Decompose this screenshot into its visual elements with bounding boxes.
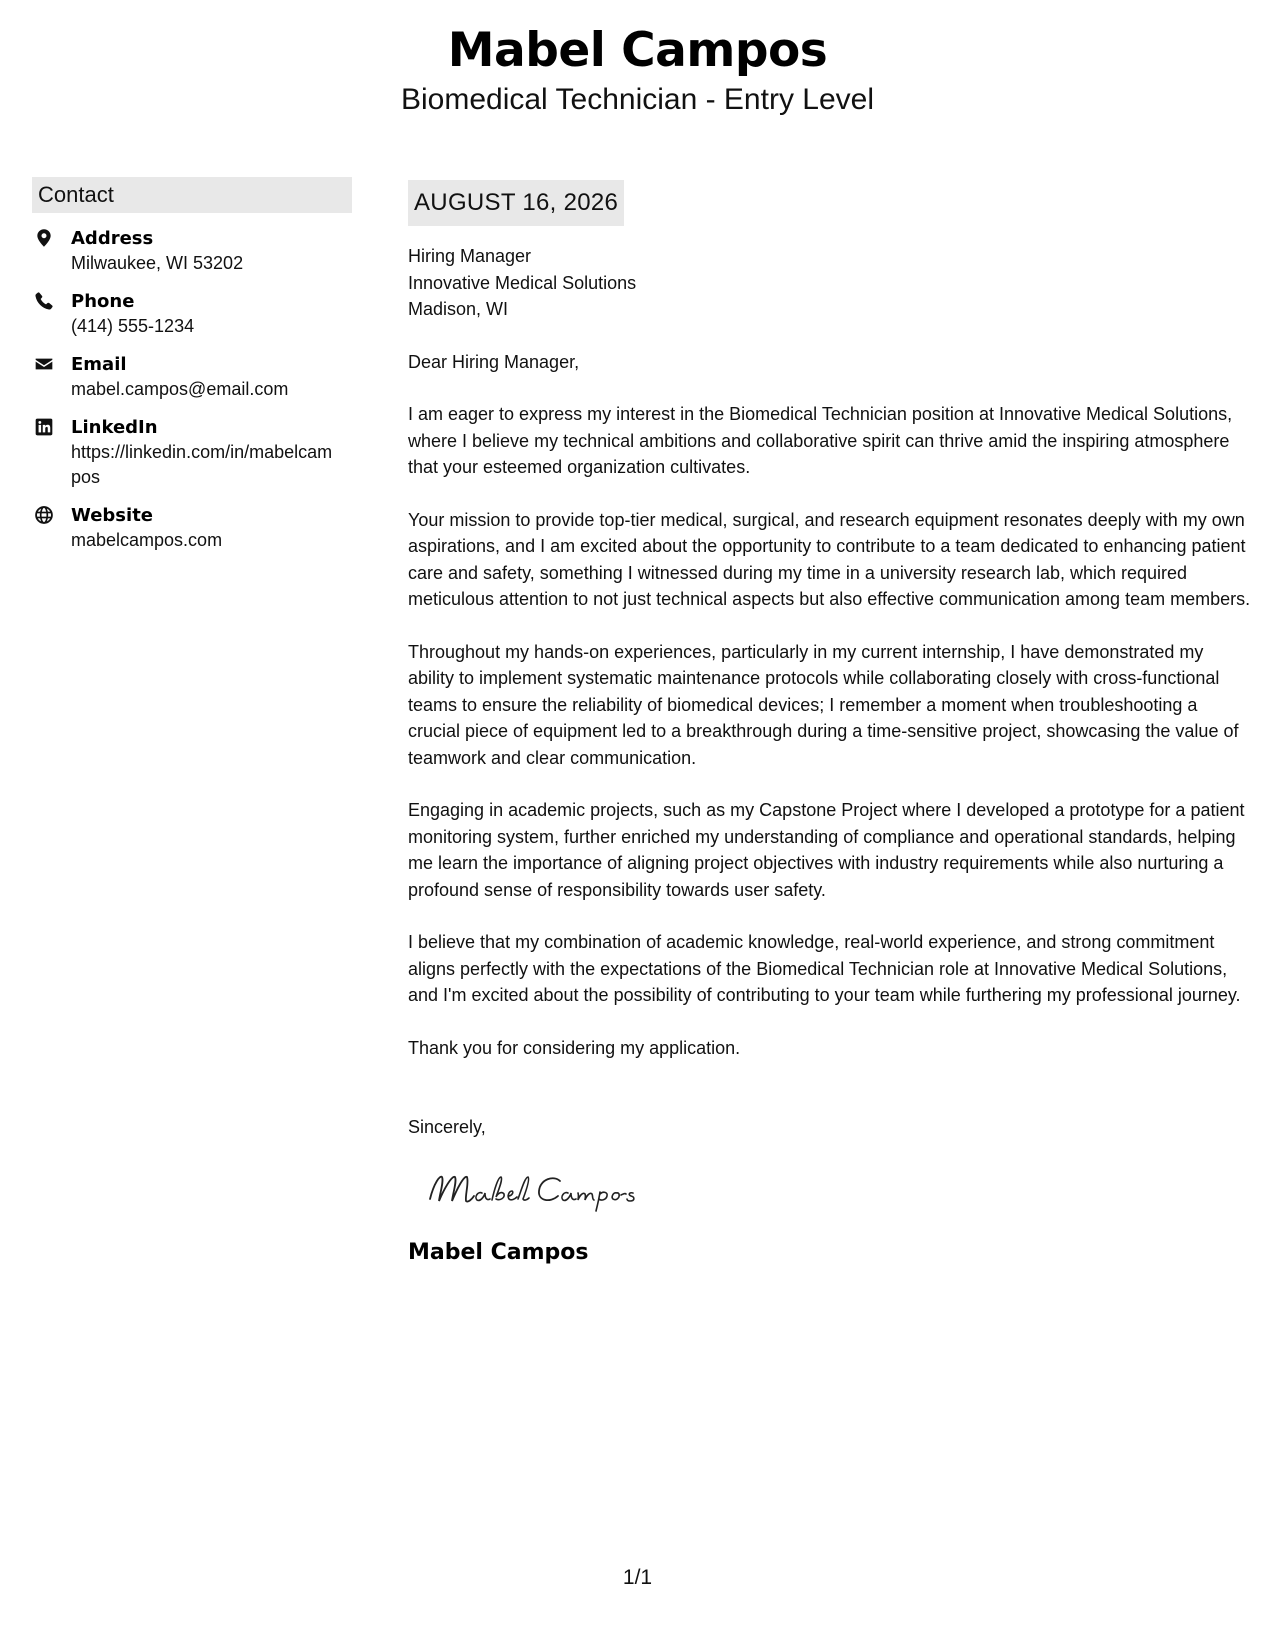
contact-heading: Contact (32, 177, 352, 213)
contact-item-phone (32, 289, 352, 339)
envelope-icon (34, 354, 54, 374)
website-value: mabelcampos.com (71, 530, 223, 550)
contact-item-website (32, 503, 352, 553)
phone-label: Phone (71, 291, 135, 312)
phone-icon (34, 291, 54, 311)
applicant-name: Mabel Campos (447, 23, 828, 78)
contact-item-email (32, 352, 352, 402)
recipient-location: Madison, WI (408, 299, 509, 319)
job-title: Biomedical Technician - Entry Level (400, 83, 874, 116)
address-label: Address (71, 228, 154, 249)
map-pin-icon (34, 228, 54, 248)
paragraph-thanks: Thank you for considering my application. (408, 1037, 741, 1058)
salutation: Dear Hiring Manager, (408, 351, 580, 372)
recipient-company: Innovative Medical Solutions (408, 272, 637, 293)
paragraph-academic: Engaging in academic projects, such as my Capstone Project where I developed a prototype for a patient monitoring system, further enriched my understanding of compliance and operational standards, helping me learn the importance of aligning project objectives with industry requirements while also nurturing a profound sense of responsibility towards user safety. (408, 800, 1245, 900)
letter-date: AUGUST 16, 2026 (408, 180, 624, 226)
signer-name: Mabel Campos (408, 1239, 589, 1265)
recipient-name: Hiring Manager (408, 246, 532, 266)
paragraph-intro: I am eager to express my interest in the Biomedical Technician position at Innovative Medical Solutions, where I believe my technical ambitions and collaborative spirit can thrive amid the inspiring atmosphere that your esteemed organization cultivates. (408, 404, 1233, 477)
website-label: Website (71, 505, 154, 526)
paragraph-experience: Throughout my hands-on experiences, particularly in my current internship, I have demonstrated my ability to implement systematic maintenance protocols while collaborating closely with cross-functional teams to ensure the reliability of biomedical devices; I remember a moment when troubleshooting a crucial piece of equipment led to a breakthrough during a time-sensitive project, showcasing the value of teamwork and clear communication. (408, 641, 1239, 768)
closing: Sincerely, (408, 1117, 486, 1137)
address-value: Milwaukee, WI 53202 (71, 253, 244, 273)
letter-header (0, 22, 1275, 118)
recipient-block (408, 243, 1253, 323)
contact-item-address (32, 226, 352, 276)
letter-body (408, 180, 1253, 1268)
contact-item-linkedin (32, 415, 352, 490)
paragraph-mission: Your mission to provide top-tier medical, surgical, and research equipment resonates deeply with my own aspirations, and I am excited about the opportunity to contribute to a team dedicated to enhancing patient care and safety, something I witnessed during my time in a university research lab, which required meticulous attention to not just technical aspects but also effective communication among team members. (408, 509, 1251, 609)
phone-value: (414) 555-1234 (71, 316, 195, 336)
linkedin-label: LinkedIn (71, 417, 158, 438)
linkedin-icon (34, 417, 54, 437)
paragraph-fit: I believe that my combination of academic knowledge, real-world experience, and strong commitment aligns perfectly with the expectations of the Biomedical Technician role at Innovative Medical Solutions, and I'm excited about the possibility of contributing to your team while furthering my professional journey. (408, 932, 1241, 1005)
contact-sidebar (32, 177, 352, 553)
email-value: mabel.campos@email.com (71, 379, 289, 399)
page-number: 1/1 (622, 1566, 653, 1589)
globe-icon (34, 505, 54, 525)
handwritten-signature (422, 1163, 662, 1215)
linkedin-value: https://linkedin.com/in/mabelcampos (71, 442, 333, 487)
email-label: Email (71, 354, 127, 375)
